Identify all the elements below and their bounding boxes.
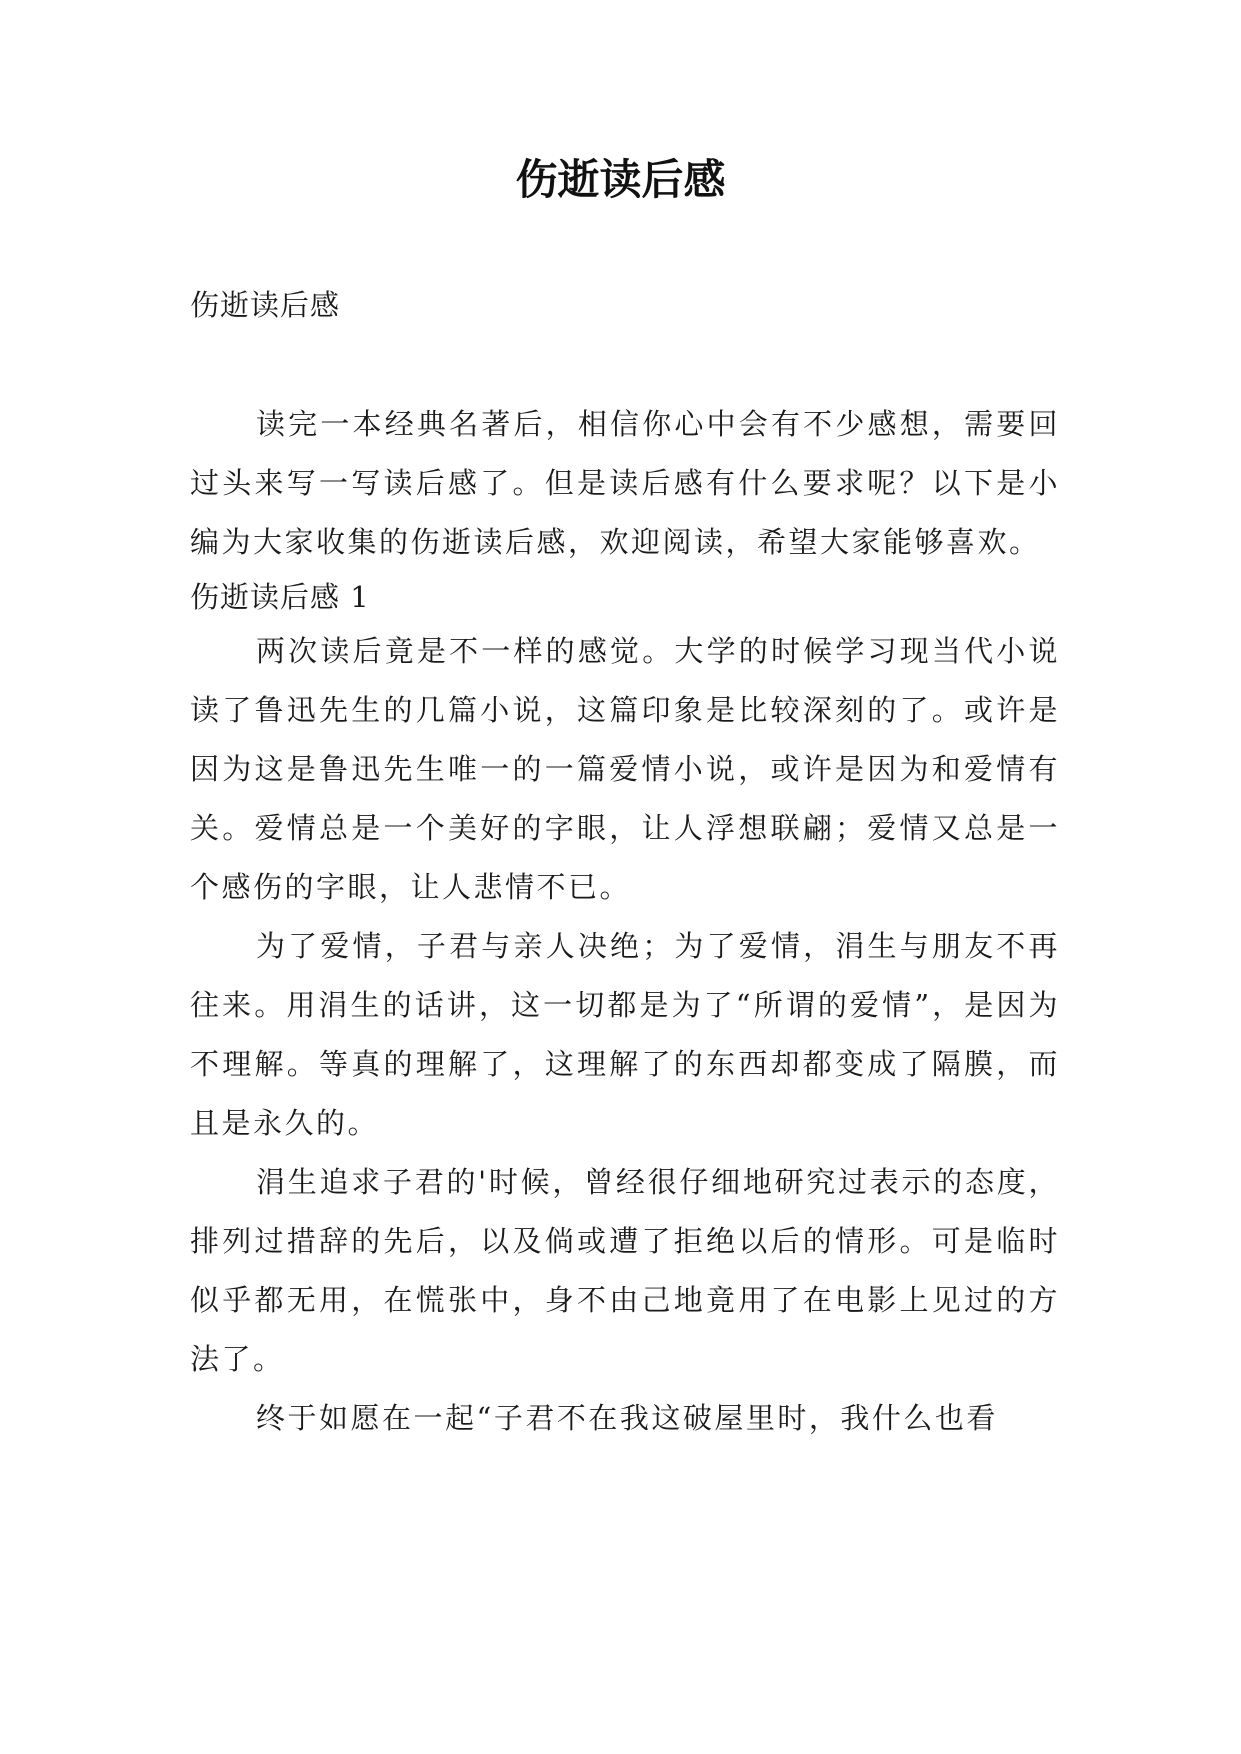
document-subtitle: 伤逝读后感 [190,288,341,322]
body-paragraph: 为了爱情，子君与亲人决绝；为了爱情，涓生与朋友不再往来。用涓生的话讲，这一切都是为了“所谓的爱情”，是因为不理解。等真的理解了，这理解了的东西却都变成了隔膜，而且是永久的。 [190,929,1060,1140]
intro-paragraph: 读完一本经典名著后，相信你心中会有不少感想，需要回过头来写一写读后感了。但是读后感有什么要求呢？以下是小编为大家收集的伤逝读后感，欢迎阅读，希望大家能够喜欢。 [190,407,1060,559]
body-paragraph: 终于如愿在一起“子君不在我这破屋里时，我什么也看 [256,1401,998,1435]
document-body [190,285,1060,1448]
body-paragraph: 两次读后竟是不一样的感觉。大学的时候学习现当代小说读了鲁迅先生的几篇小说，这篇印象是比较深刻的了。或许是因为这是鲁迅先生唯一的一篇爱情小说，或许是因为和爱情有关。爱情总是一个美好的字眼，让人浮想联翩；爱情又总是一个感伤的字眼，让人悲情不已。 [190,634,1060,904]
document-title: 伤逝读后感 [515,155,726,204]
body-paragraph: 涓生追求子君的'时候，曾经很仔细地研究过表示的态度，排列过措辞的先后，以及倘或遭了拒绝以后的情形。可是临时似乎都无用，在慌张中，身不由己地竟用了在电影上见过的方法了。 [190,1165,1060,1376]
section-heading: 伤逝读后感 1 [190,580,370,614]
